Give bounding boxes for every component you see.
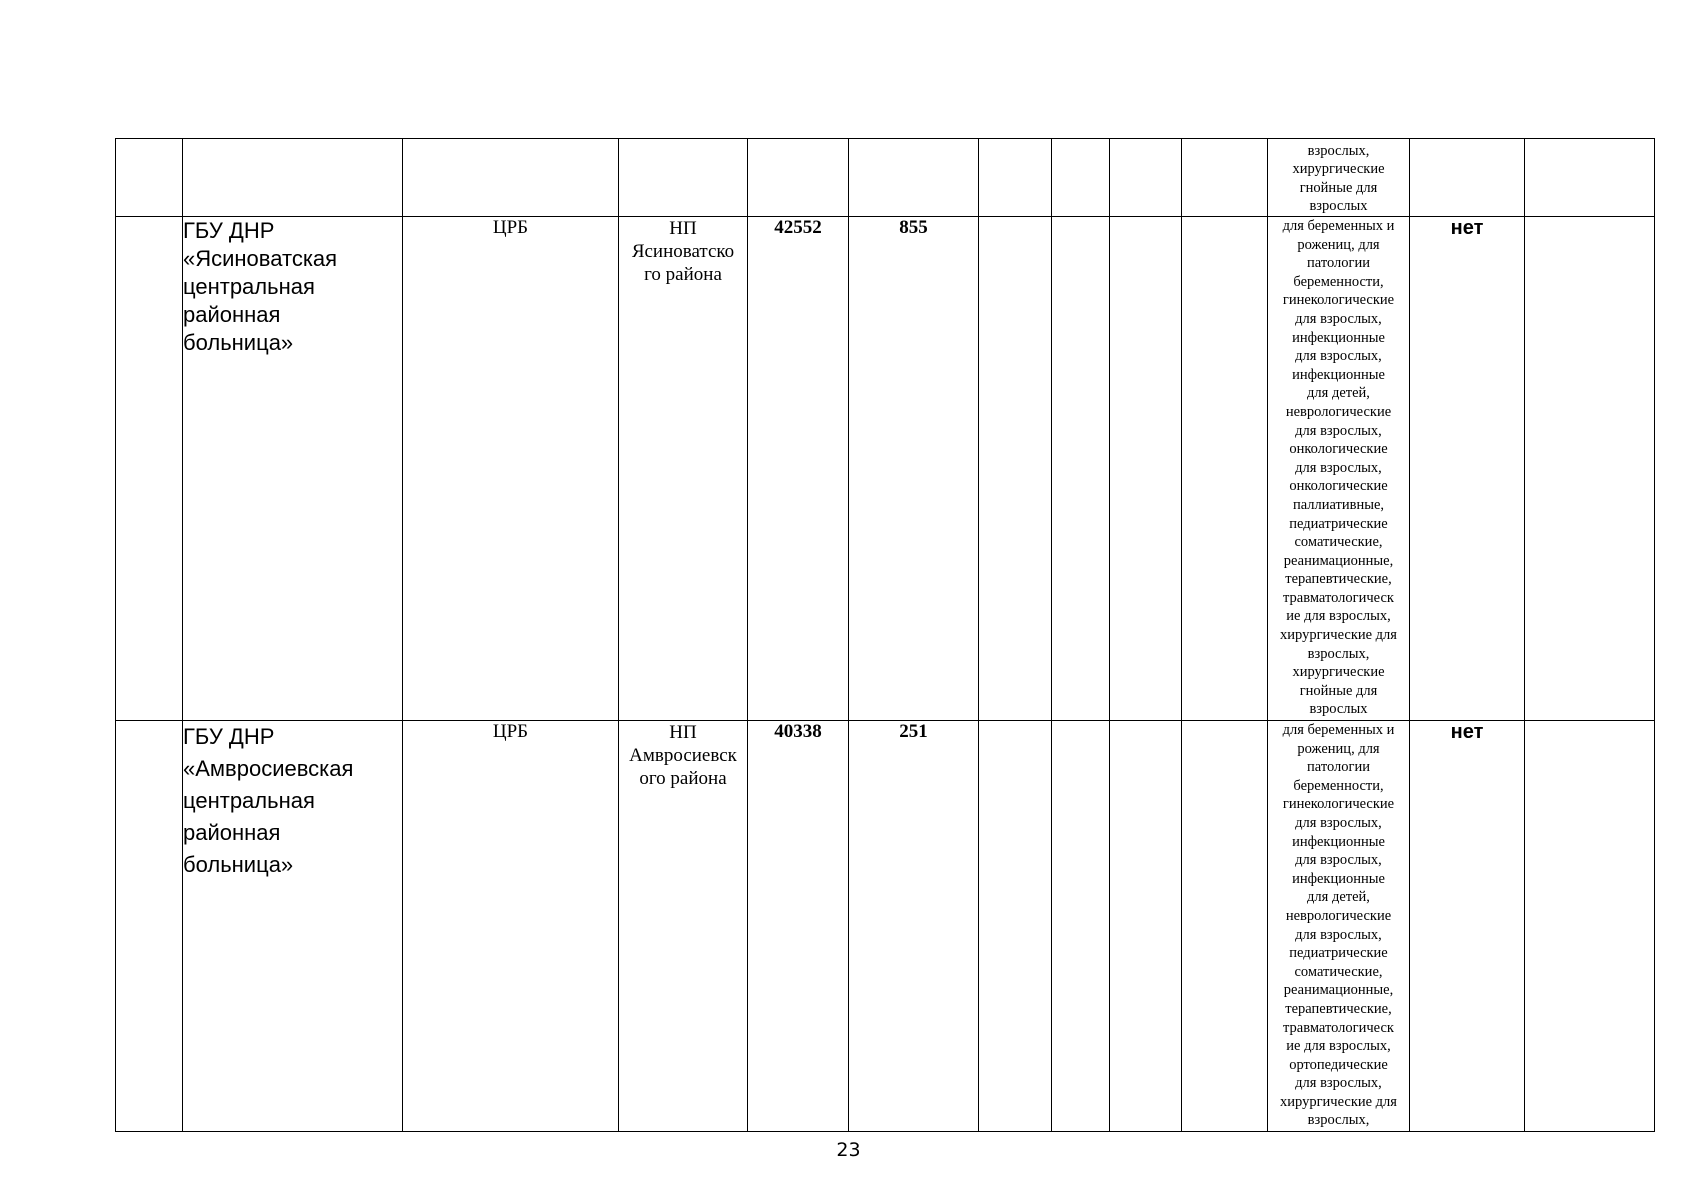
locality-cell <box>619 139 748 217</box>
population-cell: 42552 <box>748 217 849 721</box>
row-number-cell <box>116 721 183 1132</box>
row-number-cell <box>116 217 183 721</box>
empty-cell <box>1110 217 1182 721</box>
institution-type-cell: ЦРБ <box>403 721 619 1132</box>
locality-cell: НП Ясиноватско го района <box>619 217 748 721</box>
empty-cell <box>1182 139 1268 217</box>
institution-name-cell: ГБУ ДНР «Ясиноватская центральная районная больница» <box>183 217 403 721</box>
bed-profiles-cell: взрослых, хирургические гнойные для взрослых <box>1268 139 1410 217</box>
institution-name-cell: ГБУ ДНР «Амвросиевская центральная районная больница» <box>183 721 403 1132</box>
empty-cell <box>1052 217 1110 721</box>
empty-cell <box>1525 217 1655 721</box>
institution-type-cell <box>403 139 619 217</box>
empty-cell <box>1182 217 1268 721</box>
empty-cell <box>1110 721 1182 1132</box>
empty-cell <box>1525 139 1655 217</box>
empty-cell <box>979 721 1052 1132</box>
table-row <box>116 139 1655 217</box>
empty-cell <box>1525 721 1655 1132</box>
locality-cell: НП Амвросиевск ого района <box>619 721 748 1132</box>
beds-total-cell <box>849 139 979 217</box>
flag-cell <box>1410 139 1525 217</box>
beds-total-cell: 251 <box>849 721 979 1132</box>
flag-cell: нет <box>1410 721 1525 1132</box>
empty-cell <box>979 217 1052 721</box>
institution-type-cell: ЦРБ <box>403 217 619 721</box>
flag-cell: нет <box>1410 217 1525 721</box>
empty-cell <box>1052 139 1110 217</box>
empty-cell <box>1182 721 1268 1132</box>
page-number: 23 <box>836 1139 861 1161</box>
bed-profiles-cell: для беременных и рожениц, для патологии беременности, гинекологические для взрослых, инфекционные для взрослых, инфекционные для детей, неврологические для взрослых, онкологические для взрослых, онкологические паллиативные, педиатрические соматические, реанимационные, терапевтические, травматологическ ие для взрослых, хирургические для взрослых, хирургические гнойные для взрослых <box>1268 217 1410 721</box>
empty-cell <box>1110 139 1182 217</box>
beds-total-cell: 855 <box>849 217 979 721</box>
table-row <box>116 721 1655 1132</box>
bed-profiles-cell: для беременных и рожениц, для патологии беременности, гинекологические для взрослых, инфекционные для взрослых, инфекционные для детей, неврологические для взрослых, педиатрические соматические, реанимационные, терапевтические, травматологическ ие для взрослых, ортопедические для взрослых, хирургические для взрослых, <box>1268 721 1410 1132</box>
empty-cell <box>979 139 1052 217</box>
hospital-table <box>115 138 1655 1132</box>
table-row <box>116 217 1655 721</box>
institution-name-cell <box>183 139 403 217</box>
population-cell: 40338 <box>748 721 849 1132</box>
population-cell <box>748 139 849 217</box>
empty-cell <box>1052 721 1110 1132</box>
row-number-cell <box>116 139 183 217</box>
